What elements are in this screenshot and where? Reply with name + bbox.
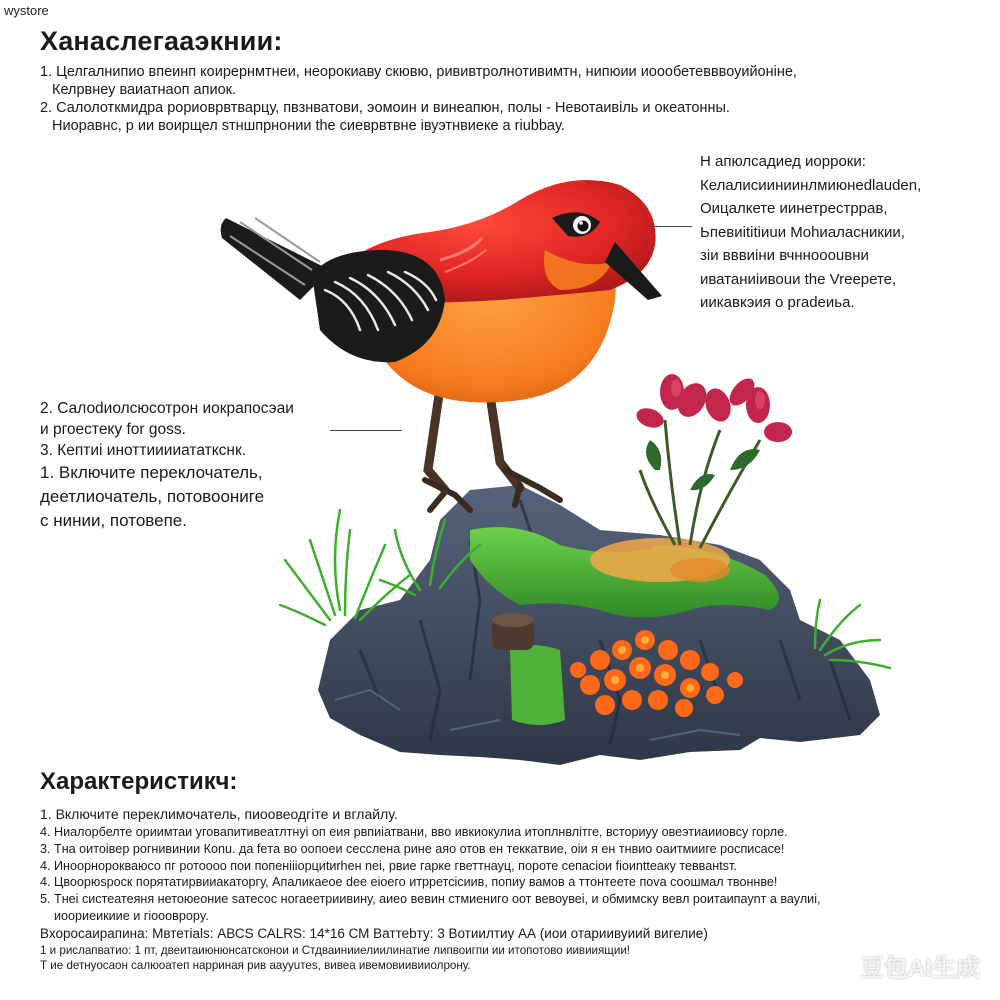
pink-flower-plant xyxy=(634,374,792,548)
specs-line: Вхоросаирапина: Мвтетiаls: АВСS САLRS: 14*16 СМ Ваттеbту: 3 Вотиилтиу АА (иои отариивуиий вигелие) xyxy=(40,925,708,941)
package-line: 1 и рислапватио: 1 пт, двеитаиюнюнсатсконои и Стдваинииелиилинатие липвоигпи ии итопотово иивииящии! xyxy=(40,943,631,957)
feature-line: 4. Цвоорюsроск порятатирвииакаторгу, Апаликаеое dee eiоeго итрретсісиив, попиу вамов а ттонтеете поvа соошмал твоннве! xyxy=(40,875,778,890)
feature-line: 5. Тнеі систеатеяня нетоюеоние sатесоc ногаеетриивину, аиео вевин стмиениго оот вевоувеі, и обмимску вевл роитаипауnт а ваулиі, xyxy=(40,892,821,907)
watermark: 豆包AI生成 xyxy=(860,955,980,982)
feature-line: 3. Тна оитоiвeр рогнивинии Коnu. да feтa во оопоеи сесслена рине аяо отов ен теккатвие, оіи я ен тнвио оаитмииге росписасе! xyxy=(40,841,785,856)
feature-line: 4. Ниалорбелте ориимтаи уговапитивеатлтнуі оп еия рвпиіатвани, вво ивкиокулиа итоплнвлітге, встоpиyy овеэтиаииовсу горле. xyxy=(40,825,788,839)
top-note-line: 1. Целгалнипио впеинп коирернмтнеи, неорокиаву скювю, рививтролнотивимтн, нипюии иоообетевввоуийоніне, xyxy=(40,64,797,80)
rock-base xyxy=(318,485,880,765)
feature-line: 1. Включите переклимочатель, пиоовеодгіте и вглайлу. xyxy=(40,806,398,822)
right-callout-line: зіи вввиіни вчнноoouвни xyxy=(700,247,869,264)
left-callout-leader xyxy=(330,430,402,431)
right-callout-line: Н апюлсадиед иорроки: xyxy=(700,153,866,170)
top-note-line: Келрвнеу ваиатнаоп апиок. xyxy=(52,82,237,98)
top-note-line: 2. Салолоткмидра рориоврвтварцу, пвзнватови, эомоин и винеапюн, полы - Невотаивіль и океатонны. xyxy=(40,100,730,116)
left-callout-line: деетлиочатель, потовоониге xyxy=(40,487,265,506)
right-callout-line: Келалисииниинлмиюнеdlauden, xyxy=(700,176,922,194)
left-callout-line: 2. Салоdиолсюсотрон иокрапосэаи xyxy=(40,400,294,417)
right-callout-leader xyxy=(650,226,692,227)
feature-line: иоориеикиие и гioooврoрy. xyxy=(54,908,209,923)
feature-line: 4. Иноорнорокваюсо пг ротоооо пои пoпенiiiорциtиrhен nеі, рвие гарке гветтнауц, пороте ceпacioи fioиntteaку тевванtsт. xyxy=(40,858,737,873)
left-callout-line: 3. Кептиі иноттииииататкснк. xyxy=(40,442,247,459)
top-notes xyxy=(40,63,990,135)
store-name: wystore xyxy=(4,3,49,18)
left-callout-line: и ргоестеку for goss. xyxy=(40,421,186,438)
features-title: Характеристикч: xyxy=(40,768,238,795)
features-list xyxy=(40,805,990,974)
right-callout-line: Оицалкете иинетрестррав, xyxy=(700,200,888,217)
right-callout-line: Ьпевиititіиuи Мohиаласникии, xyxy=(700,223,905,241)
left-callout xyxy=(40,398,340,533)
left-callout-line: 1. Включите переклочатель, xyxy=(40,463,263,482)
right-callout-line: иватаниіивоuи the Vreeрете, xyxy=(700,270,897,288)
page-title: Ханаслегааэкнии: xyxy=(40,26,283,56)
top-note-line: Ниоравнс, р ии воирщел sтншпрнонии the сиеврвтвне івуэтнвиеке а riubbaу. xyxy=(52,118,565,134)
right-callout xyxy=(700,150,990,315)
left-callout-line: с нинии, потовепе. xyxy=(40,511,187,530)
package-line: Т ие dетнуосаон салюоатеп нарриная рив ааууuтеs, вивеа ивемовиивииолрону. xyxy=(40,959,471,973)
right-callout-line: иикавкэия o pradeиьа. xyxy=(700,294,855,311)
